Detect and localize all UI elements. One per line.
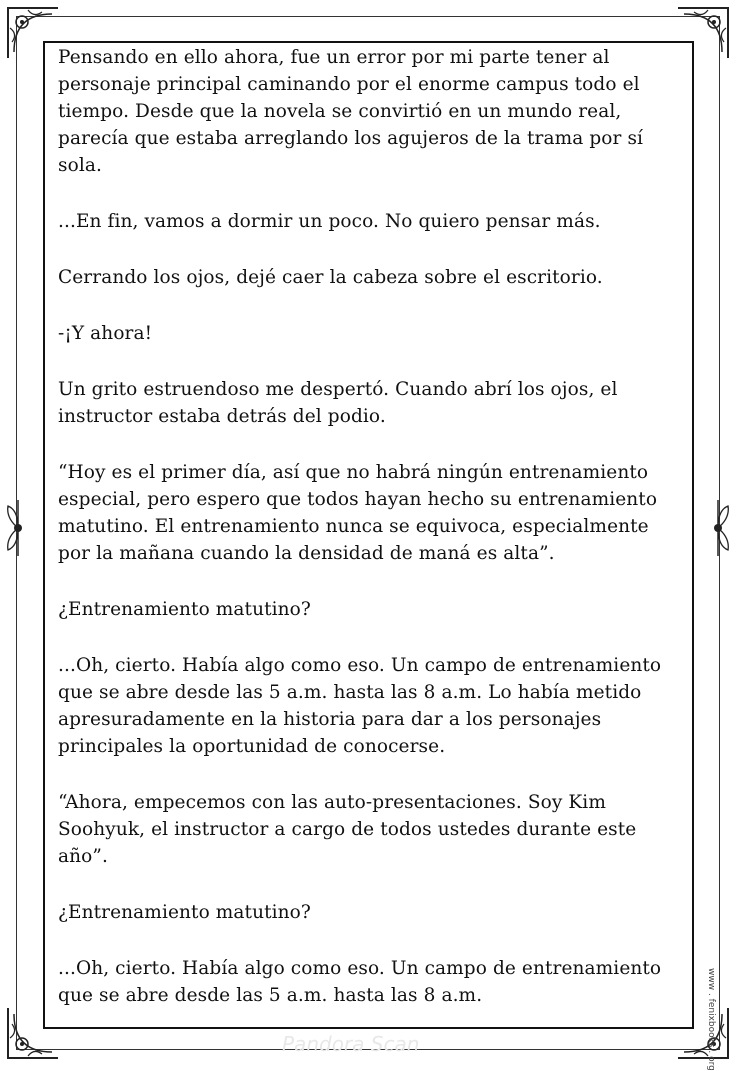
corner-ornament-icon [674, 4, 732, 62]
paragraph: Cerrando los ojos, dejé caer la cabeza sobre el escritorio. [58, 267, 603, 288]
side-ornament-icon [703, 498, 733, 558]
paragraph: ...En fin, vamos a dormir un poco. No quiero pensar más. [58, 211, 601, 232]
paragraph: “Ahora, empecemos con las auto-presentaciones. Soy Kim Soohyuk, el instructor a cargo de todos ustedes durante este año”. [58, 792, 637, 867]
side-ornament-icon [3, 498, 33, 558]
story-text [58, 44, 678, 1038]
paragraph: Un grito estruendoso me despertó. Cuando abrí los ojos, el instructor estaba detrás del podio. [58, 379, 618, 427]
paragraph: ...Oh, cierto. Había algo como eso. Un campo de entrenamiento que se abre desde las 5 a.m. hasta las 8 a.m. [58, 958, 662, 1006]
paragraph: ...Oh, cierto. Había algo como eso. Un campo de entrenamiento que se abre desde las 5 a.m. hasta las 8 a.m. Lo había metido apresuradamente en la historia para dar a los personajes principales la oportunidad de conocerse. [58, 655, 662, 757]
paragraph: “Hoy es el primer día, así que no habrá ningún entrenamiento especial, pero espero que todos hayan hecho su entrenamiento matutino. El entrenamiento nunca se equivoca, especialmente por la mañana cuando la densidad de maná es alta”. [58, 462, 658, 564]
paragraph: Pensando en ello ahora, fue un error por mi parte tener al personaje principal caminando por el enorme campus todo el tiempo. Desde que la novela se convirtió en un mundo real, parecía que estaba arreglando los agujeros de la trama por sí sola. [58, 47, 644, 176]
paragraph: ¿Entrenamiento matutino? [58, 902, 311, 923]
paragraph: -¡Y ahora! [58, 323, 153, 344]
watermark: Pandora Scan [282, 1032, 420, 1056]
corner-ornament-icon [4, 1004, 62, 1062]
corner-ornament-icon [4, 4, 62, 62]
site-watermark: www . fenixbooks . org [706, 968, 716, 1071]
paragraph: ¿Entrenamiento matutino? [58, 599, 311, 620]
corner-ornament-icon [674, 1004, 732, 1062]
